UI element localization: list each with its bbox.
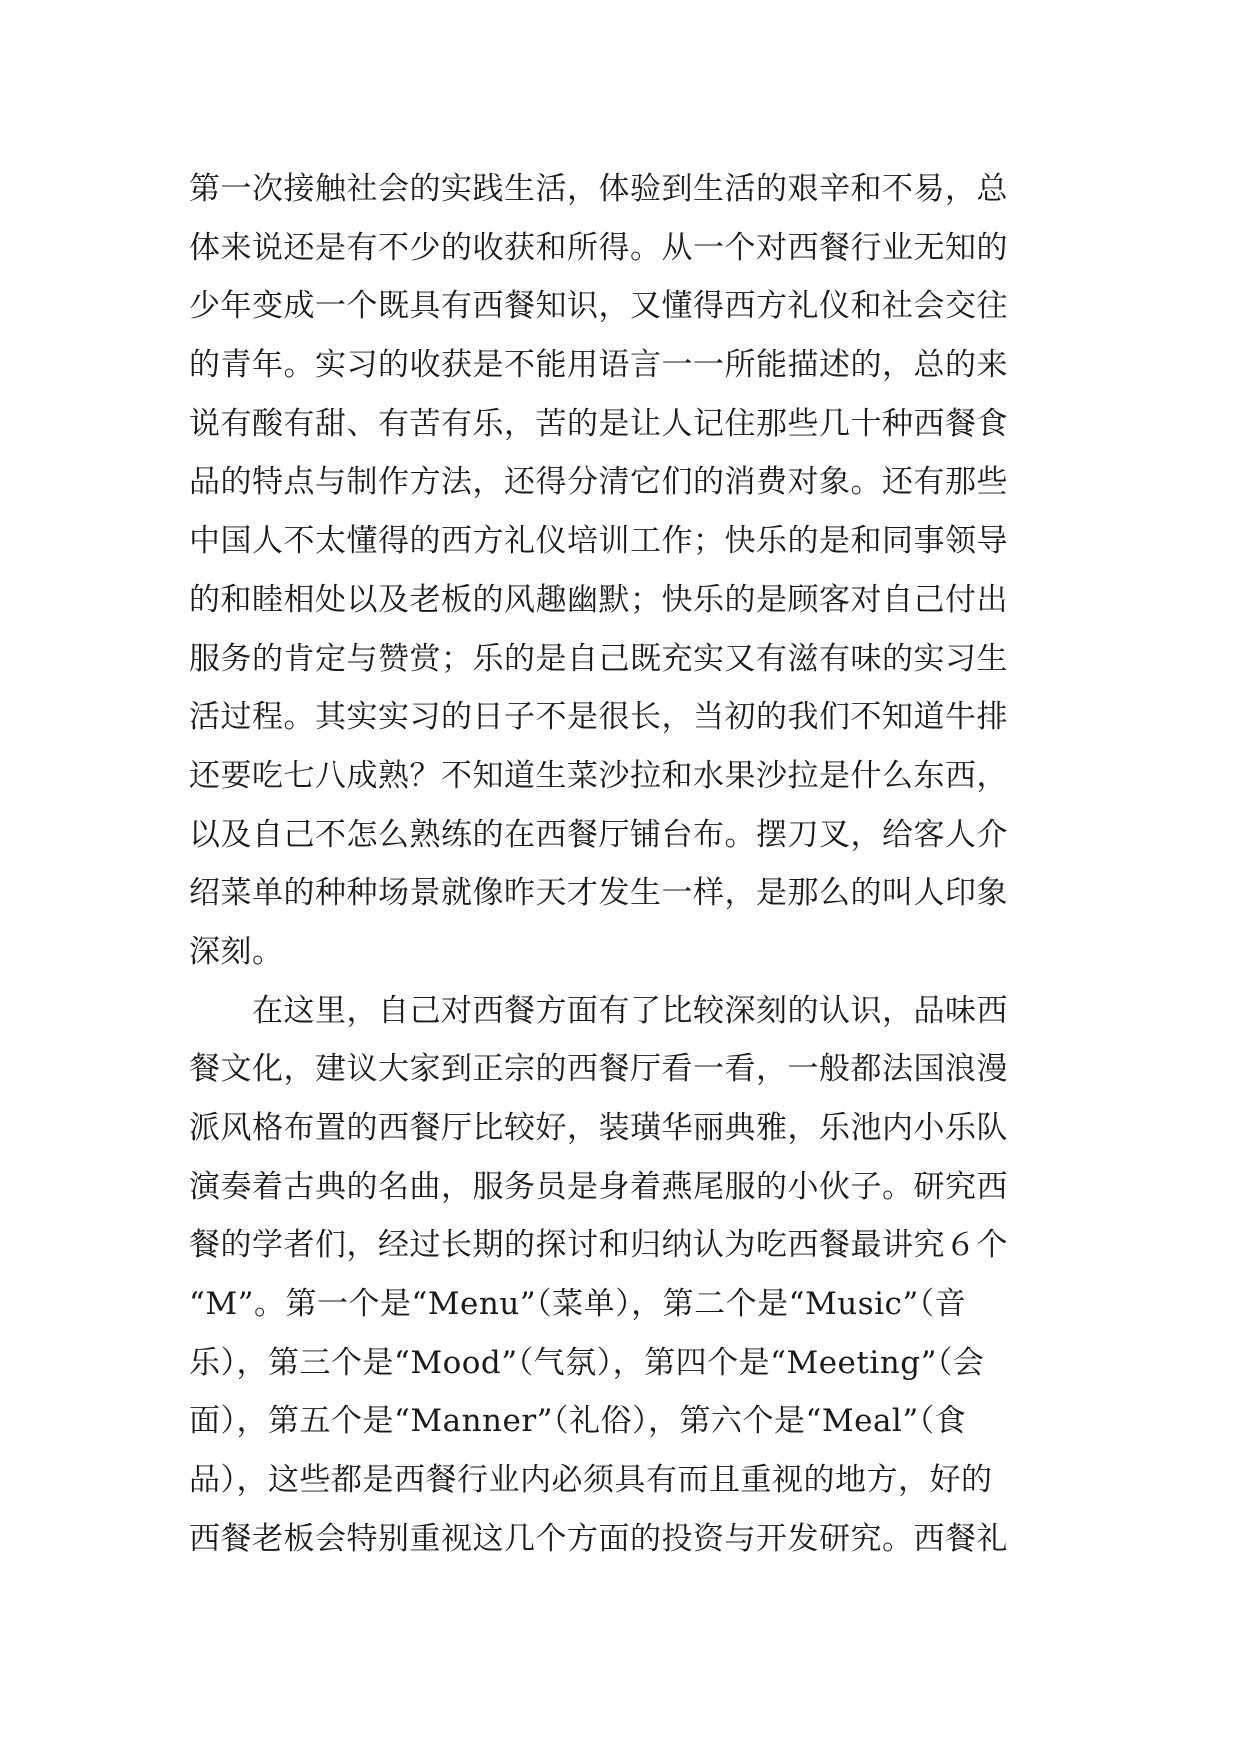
- text-line: 深刻。: [189, 933, 284, 970]
- text-line: 在这里，自己对西餐方面有了比较深刻的认识，品味西: [189, 992, 1008, 1029]
- text-line: 西餐老板会特别重视这几个方面的投资与开发研究。西餐礼: [189, 1520, 1008, 1557]
- text-line: 说有酸有甜、有苦有乐，苦的是让人记住那些几十种西餐食: [189, 405, 1008, 442]
- text-line: 品），这些都是西餐行业内必须具有而且重视的地方，好的: [189, 1462, 993, 1499]
- text-line: 的青年。实习的收获是不能用语言一一所能描述的，总的来: [189, 347, 1008, 384]
- text-line: 餐文化，建议大家到正宗的西餐厅看一看，一般都法国浪漫: [189, 1051, 1008, 1088]
- text-line: 餐的学者们，经过长期的探讨和归纳认为吃西餐最讲究６个: [189, 1227, 1008, 1264]
- text-line: 活过程。其实实习的日子不是很长，当初的我们不知道牛排: [189, 699, 1008, 736]
- text-line: 演奏着古典的名曲，服务员是身着燕尾服的小伙子。研究西: [189, 1168, 1008, 1205]
- text-line: 面），第五个是“Manner”（礼俗），第六个是“Meal”（食: [189, 1403, 967, 1440]
- text-line: 还要吃七八成熟？不知道生菜沙拉和水果沙拉是什么东西，: [189, 757, 1008, 794]
- text-line: 的和睦相处以及老板的风趣幽默；快乐的是顾客对自己付出: [189, 581, 1008, 618]
- text-line: 服务的肯定与赞赏；乐的是自己既充实又有滋有味的实习生: [189, 640, 1008, 677]
- text-line: 中国人不太懂得的西方礼仪培训工作；快乐的是和同事领导: [189, 523, 1008, 560]
- text-line: 派风格布置的西餐厅比较好，装璜华丽典雅，乐池内小乐队: [189, 1110, 1008, 1146]
- text-line: 以及自己不怎么熟练的在西餐厅铺台布。摆刀叉，给客人介: [189, 816, 1008, 853]
- text-line: 品的特点与制作方法，还得分清它们的消费对象。还有那些: [189, 464, 1008, 501]
- text-line: 绍菜单的种种场景就像昨天才发生一样，是那么的叫人印象: [189, 875, 1008, 912]
- text-line: 体来说还是有不少的收获和所得。从一个对西餐行业无知的: [189, 229, 1008, 266]
- text-line: “M”。第一个是“Menu”（菜单），第二个是“Music”（音: [189, 1286, 967, 1323]
- text-line: 少年变成一个既具有西餐知识，又懂得西方礼仪和社会交往: [189, 288, 1008, 325]
- text-line: 第一次接触社会的实践生活，体验到生活的艰辛和不易，总: [189, 171, 1008, 207]
- body-text: [189, 160, 1069, 1569]
- text-line: 乐），第三个是“Mood”（气氛），第四个是“Meeting”（会: [189, 1344, 985, 1381]
